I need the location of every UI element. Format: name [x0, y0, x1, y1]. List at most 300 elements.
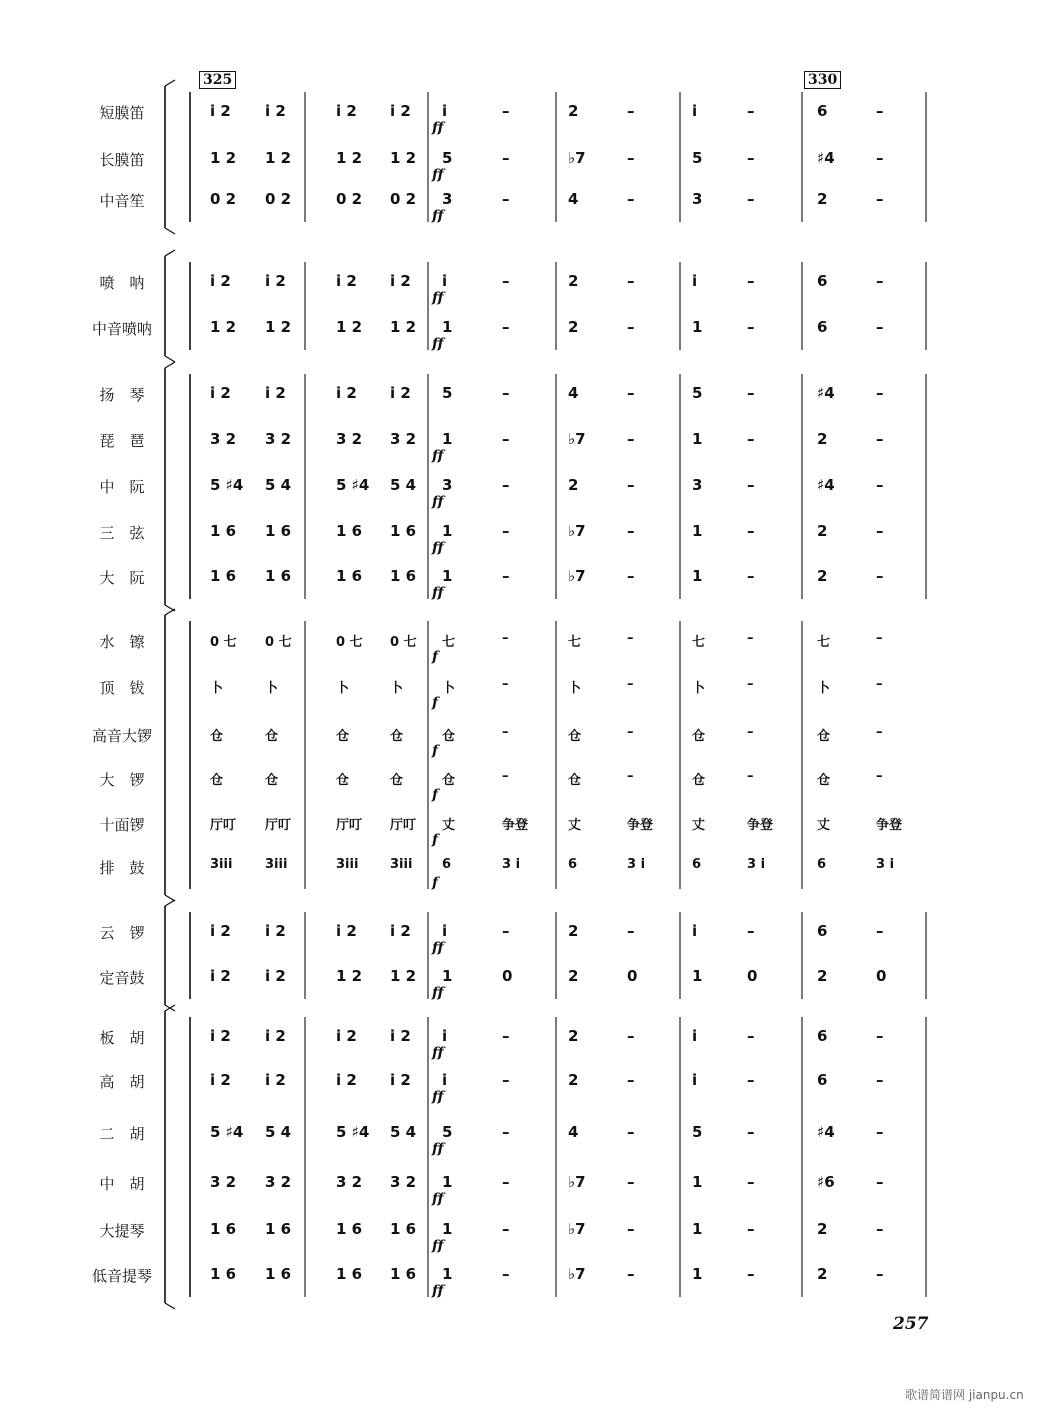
note-cell: – — [627, 1173, 635, 1191]
instrument-name: 中 阮 — [99, 478, 145, 496]
note-cell: 0 — [627, 967, 638, 985]
note-cell: – — [747, 384, 755, 402]
rehearsal-mark-325: 325 — [199, 71, 236, 89]
instrument-name: 中 胡 — [99, 1175, 145, 1193]
dynamic-marking: ff — [432, 585, 444, 601]
dynamic-marking: ff — [432, 1191, 444, 1207]
note-cell: 2 — [817, 522, 828, 540]
note-cell: i 2 — [265, 102, 286, 120]
note-cell: 卜 — [390, 681, 404, 696]
note-cell: 6 — [817, 1071, 828, 1089]
note-cell: 5 — [692, 1123, 703, 1141]
note-cell: i 2 — [336, 272, 357, 290]
instrument-name: 三 弦 — [99, 524, 145, 542]
note-cell: 0 2 — [265, 190, 292, 208]
note-cell: i 2 — [390, 272, 411, 290]
note-cell: – — [627, 1071, 635, 1089]
dynamic-marking: ff — [432, 167, 444, 183]
note-cell: 七 — [568, 635, 582, 650]
dynamic-marking: f — [432, 695, 439, 711]
note-cell: 厅叮 — [210, 818, 237, 833]
note-cell: – — [627, 190, 635, 208]
instrument-name: 琵 琶 — [99, 432, 145, 450]
note-cell: 2 — [568, 476, 579, 494]
note-cell: – — [627, 922, 635, 940]
note-cell: – — [502, 190, 510, 208]
note-cell: 1 6 — [210, 567, 237, 585]
note-cell: 仓 — [817, 729, 831, 744]
barline — [165, 356, 175, 362]
note-cell: ♯4 — [817, 476, 835, 494]
note-cell: 3 i — [747, 857, 766, 872]
note-cell: – — [747, 1071, 755, 1089]
barline — [165, 900, 175, 906]
note-cell: – — [876, 190, 884, 208]
note-cell: 丈 — [692, 818, 706, 833]
note-cell: i 2 — [336, 384, 357, 402]
note-cell: – — [627, 769, 634, 784]
note-cell: 2 — [568, 922, 579, 940]
note-cell: – — [876, 677, 883, 692]
note-cell: 1 2 — [390, 149, 417, 167]
note-cell: 争登 — [876, 818, 903, 833]
note-cell: 1 — [692, 430, 703, 448]
note-cell: 仓 — [210, 773, 224, 788]
instrument-name: 喷 呐 — [99, 274, 145, 292]
dynamic-marking: ff — [432, 940, 444, 956]
note-cell: i 2 — [265, 272, 286, 290]
note-cell: – — [747, 476, 755, 494]
note-cell: 争登 — [627, 818, 654, 833]
note-cell: – — [627, 384, 635, 402]
note-cell: 1 — [692, 567, 703, 585]
note-cell: – — [627, 631, 634, 646]
note-cell: – — [747, 1123, 755, 1141]
note-cell: 5 — [442, 1123, 453, 1141]
note-cell: i 2 — [390, 1071, 411, 1089]
note-cell: – — [747, 149, 755, 167]
dynamic-marking: f — [432, 743, 439, 759]
note-cell: 1 2 — [265, 149, 292, 167]
note-cell: 1 — [442, 1265, 453, 1283]
note-cell: 1 — [692, 318, 703, 336]
note-cell: – — [627, 430, 635, 448]
note-cell: – — [502, 769, 509, 784]
note-cell: 1 6 — [336, 567, 363, 585]
note-cell: 1 — [692, 1173, 703, 1191]
note-cell: 1 6 — [390, 522, 417, 540]
note-cell: 3 i — [876, 857, 895, 872]
note-cell: 3 — [442, 190, 453, 208]
note-cell: 厅叮 — [265, 818, 292, 833]
note-cell: 5 4 — [390, 476, 417, 494]
note-cell: 0 2 — [210, 190, 237, 208]
note-cell: 仓 — [390, 773, 404, 788]
note-cell: i 2 — [210, 1071, 231, 1089]
note-cell: – — [502, 384, 510, 402]
note-cell: 3 — [442, 476, 453, 494]
note-cell: – — [747, 631, 754, 646]
barline — [165, 250, 175, 256]
note-cell: – — [627, 102, 635, 120]
note-cell: i 2 — [210, 922, 231, 940]
dynamic-marking: ff — [432, 1141, 444, 1157]
note-cell: 七 — [817, 635, 831, 650]
note-cell: – — [747, 1220, 755, 1238]
note-cell: – — [502, 272, 510, 290]
note-cell: i 2 — [336, 102, 357, 120]
note-cell: – — [627, 272, 635, 290]
note-cell: 卜 — [442, 681, 456, 696]
note-cell: – — [747, 922, 755, 940]
note-cell: 仓 — [568, 773, 582, 788]
note-cell: 仓 — [442, 729, 456, 744]
note-cell: 1 2 — [390, 967, 417, 985]
note-cell: 3 i — [502, 857, 521, 872]
note-cell: 4 — [568, 1123, 579, 1141]
note-cell: 2 — [817, 967, 828, 985]
barline — [165, 362, 175, 368]
note-cell: 2 — [568, 102, 579, 120]
note-cell: 仓 — [568, 729, 582, 744]
dynamic-marking: ff — [432, 1089, 444, 1105]
note-cell: 1 — [442, 1173, 453, 1191]
rehearsal-mark-330: 330 — [804, 71, 841, 89]
note-cell: – — [876, 1027, 884, 1045]
note-cell: – — [502, 1173, 510, 1191]
note-cell: 0 — [747, 967, 758, 985]
note-cell: 七 — [692, 635, 706, 650]
dynamic-marking: ff — [432, 290, 444, 306]
note-cell: ♭7 — [568, 1265, 586, 1283]
note-cell: – — [747, 725, 754, 740]
note-cell: 1 6 — [265, 1220, 292, 1238]
note-cell: 仓 — [692, 773, 706, 788]
instrument-name: 低音提琴 — [91, 1267, 152, 1285]
note-cell: – — [747, 769, 754, 784]
note-cell: – — [502, 631, 509, 646]
note-cell: 3 2 — [210, 1173, 237, 1191]
instrument-name: 二 胡 — [99, 1125, 145, 1143]
note-cell: ♯4 — [817, 149, 835, 167]
note-cell: 6 — [817, 857, 827, 872]
note-cell: ♭7 — [568, 149, 586, 167]
note-cell: 3 — [692, 476, 703, 494]
note-cell: 争登 — [502, 818, 529, 833]
note-cell: – — [876, 272, 884, 290]
note-cell: – — [502, 318, 510, 336]
note-cell: – — [627, 318, 635, 336]
note-cell: i 2 — [265, 1027, 286, 1045]
note-cell: ♭7 — [568, 1173, 586, 1191]
note-cell: 6 — [692, 857, 702, 872]
note-cell: – — [627, 1265, 635, 1283]
page-number: 257 — [893, 1314, 929, 1334]
instrument-name: 扬 琴 — [99, 386, 145, 404]
dynamic-marking: ff — [432, 208, 444, 224]
instrument-name: 中音笙 — [99, 192, 145, 210]
note-cell: 2 — [568, 318, 579, 336]
note-cell: – — [502, 102, 510, 120]
note-cell: i — [442, 272, 448, 290]
instrument-name: 大提琴 — [99, 1222, 145, 1240]
instrument-name: 板 胡 — [99, 1029, 145, 1047]
note-cell: 争登 — [747, 818, 774, 833]
instrument-name: 排 鼓 — [99, 859, 145, 877]
note-cell: 6 — [817, 102, 828, 120]
barline — [165, 1303, 175, 1309]
note-cell: – — [747, 1027, 755, 1045]
note-cell: 2 — [568, 272, 579, 290]
note-cell: 1 — [692, 1265, 703, 1283]
note-cell: – — [747, 102, 755, 120]
note-cell: i — [442, 1027, 448, 1045]
note-cell: 2 — [817, 1265, 828, 1283]
note-cell: – — [747, 430, 755, 448]
note-cell: ♯4 — [817, 1123, 835, 1141]
note-cell: i — [442, 1071, 448, 1089]
note-cell: – — [876, 631, 883, 646]
note-cell: – — [502, 567, 510, 585]
note-cell: 3 2 — [265, 430, 292, 448]
dynamic-marking: f — [432, 832, 439, 848]
dynamic-marking: ff — [432, 336, 444, 352]
note-cell: 1 — [442, 318, 453, 336]
note-cell: i 2 — [265, 384, 286, 402]
note-cell: – — [627, 476, 635, 494]
note-cell: 5 4 — [265, 1123, 292, 1141]
note-cell: ♭7 — [568, 522, 586, 540]
note-cell: 0 七 — [210, 635, 237, 650]
note-cell: 6 — [817, 318, 828, 336]
note-cell: 2 — [817, 430, 828, 448]
note-cell: i 2 — [390, 102, 411, 120]
note-cell: – — [876, 922, 884, 940]
note-cell: 1 6 — [390, 1220, 417, 1238]
instrument-name: 十面锣 — [99, 816, 145, 834]
note-cell: – — [747, 522, 755, 540]
note-cell: 1 2 — [210, 149, 237, 167]
note-cell: 1 6 — [336, 522, 363, 540]
note-cell: – — [627, 1123, 635, 1141]
note-cell: – — [876, 567, 884, 585]
note-cell: 卜 — [336, 681, 350, 696]
note-cell: 仓 — [210, 729, 224, 744]
note-cell: 丈 — [568, 818, 582, 833]
note-cell: i 2 — [390, 384, 411, 402]
note-cell: 3 2 — [390, 430, 417, 448]
note-cell: i 2 — [336, 922, 357, 940]
note-cell: 5 4 — [265, 476, 292, 494]
note-cell: 七 — [442, 635, 456, 650]
note-cell: 5 ♯4 — [336, 476, 370, 494]
note-cell: – — [747, 190, 755, 208]
dynamic-marking: f — [432, 649, 439, 665]
note-cell: – — [627, 149, 635, 167]
note-cell: i 2 — [336, 1071, 357, 1089]
note-cell: 2 — [817, 567, 828, 585]
instrument-name: 大 锣 — [99, 771, 145, 789]
note-cell: – — [502, 1265, 510, 1283]
note-cell: 卜 — [210, 681, 224, 696]
note-cell: – — [876, 1071, 884, 1089]
note-cell: 5 4 — [390, 1123, 417, 1141]
note-cell: i — [692, 272, 698, 290]
note-cell: 5 — [692, 149, 703, 167]
note-cell: 3iii — [390, 857, 413, 872]
note-cell: – — [627, 567, 635, 585]
note-cell: 5 ♯4 — [210, 1123, 244, 1141]
note-cell: 3 2 — [336, 430, 363, 448]
note-cell: 3iii — [336, 857, 359, 872]
note-cell: 6 — [568, 857, 578, 872]
instrument-name: 云 锣 — [99, 924, 145, 942]
note-cell: – — [502, 522, 510, 540]
note-cell: 0 2 — [336, 190, 363, 208]
note-cell: 1 2 — [336, 967, 363, 985]
note-cell: – — [502, 1123, 510, 1141]
barline — [165, 895, 175, 901]
dynamic-marking: ff — [432, 1045, 444, 1061]
note-cell: – — [747, 567, 755, 585]
note-cell: 3 2 — [336, 1173, 363, 1191]
note-cell: – — [876, 1220, 884, 1238]
note-cell: 1 — [442, 967, 453, 985]
note-cell: i — [692, 922, 698, 940]
note-cell: 2 — [817, 190, 828, 208]
note-cell: – — [627, 1027, 635, 1045]
note-cell: 丈 — [442, 818, 456, 833]
barline — [165, 228, 175, 234]
watermark: 歌谱简谱网 jianpu.cn — [905, 1388, 1024, 1402]
note-cell: 1 6 — [210, 522, 237, 540]
note-cell: i 2 — [265, 967, 286, 985]
note-cell: – — [747, 677, 754, 692]
dynamic-marking: f — [432, 875, 439, 891]
instrument-name: 长膜笛 — [99, 151, 145, 169]
note-cell: – — [876, 522, 884, 540]
note-cell: 1 — [692, 522, 703, 540]
instrument-name: 高音大锣 — [91, 727, 152, 745]
note-cell: – — [502, 1220, 510, 1238]
note-cell: 3 — [692, 190, 703, 208]
note-cell: 3iii — [210, 857, 233, 872]
note-cell: 厅叮 — [390, 818, 417, 833]
note-cell: – — [747, 1173, 755, 1191]
note-cell: i 2 — [390, 922, 411, 940]
note-cell: 1 6 — [336, 1265, 363, 1283]
note-cell: 0 — [502, 967, 513, 985]
barline — [165, 80, 175, 86]
note-cell: 2 — [568, 967, 579, 985]
note-cell: 1 2 — [336, 318, 363, 336]
note-cell: – — [502, 430, 510, 448]
note-cell: – — [747, 272, 755, 290]
note-cell: i 2 — [390, 1027, 411, 1045]
note-cell: – — [876, 1123, 884, 1141]
note-cell: 4 — [568, 190, 579, 208]
note-cell: 仓 — [336, 729, 350, 744]
note-cell: – — [627, 725, 634, 740]
note-cell: 5 ♯4 — [336, 1123, 370, 1141]
note-cell: 卜 — [817, 681, 831, 696]
note-cell: 0 七 — [265, 635, 292, 650]
note-cell: i 2 — [210, 1027, 231, 1045]
note-cell: – — [876, 476, 884, 494]
note-cell: – — [876, 1265, 884, 1283]
note-cell: 1 6 — [390, 567, 417, 585]
note-cell: 6 — [817, 272, 828, 290]
note-cell: 3iii — [265, 857, 288, 872]
note-cell: 5 — [692, 384, 703, 402]
note-cell: 5 — [442, 384, 453, 402]
note-cell: 6 — [817, 1027, 828, 1045]
note-cell: 0 七 — [336, 635, 363, 650]
note-cell: 1 6 — [265, 1265, 292, 1283]
dynamic-marking: ff — [432, 985, 444, 1001]
note-cell: 1 6 — [390, 1265, 417, 1283]
note-cell: – — [876, 102, 884, 120]
note-cell: 1 6 — [265, 567, 292, 585]
note-cell: i 2 — [210, 967, 231, 985]
note-cell: 1 — [442, 1220, 453, 1238]
note-cell: 3 i — [627, 857, 646, 872]
note-cell: – — [502, 922, 510, 940]
note-cell: – — [876, 769, 883, 784]
note-cell: 1 6 — [210, 1220, 237, 1238]
note-cell: 仓 — [442, 773, 456, 788]
note-cell: 0 七 — [390, 635, 417, 650]
note-cell: 5 ♯4 — [210, 476, 244, 494]
note-cell: – — [502, 677, 509, 692]
note-cell: 1 2 — [210, 318, 237, 336]
instrument-name: 中音喷呐 — [91, 320, 152, 338]
note-cell: ♭7 — [568, 567, 586, 585]
note-cell: 3 2 — [265, 1173, 292, 1191]
note-cell: 仓 — [265, 729, 279, 744]
dynamic-marking: ff — [432, 1238, 444, 1254]
note-cell: 厅叮 — [336, 818, 363, 833]
note-cell: i — [692, 102, 698, 120]
note-cell: 1 — [442, 567, 453, 585]
note-cell: – — [627, 677, 634, 692]
instrument-name: 定音鼓 — [99, 969, 145, 987]
note-cell: 1 6 — [336, 1220, 363, 1238]
instrument-name: 高 胡 — [99, 1073, 145, 1091]
note-cell: 3 2 — [210, 430, 237, 448]
note-cell: 1 — [442, 522, 453, 540]
note-cell: 卜 — [265, 681, 279, 696]
note-cell: 3 2 — [390, 1173, 417, 1191]
note-cell: 卜 — [692, 681, 706, 696]
dynamic-marking: ff — [432, 120, 444, 136]
note-cell: 仓 — [265, 773, 279, 788]
instrument-name: 大 阮 — [99, 569, 145, 587]
note-cell: i — [442, 102, 448, 120]
note-cell: ♯6 — [817, 1173, 835, 1191]
note-cell: – — [627, 1220, 635, 1238]
instrument-name: 顶 钹 — [99, 679, 145, 697]
note-cell: 1 6 — [210, 1265, 237, 1283]
note-cell: i 2 — [265, 922, 286, 940]
dynamic-marking: ff — [432, 1283, 444, 1299]
note-cell: – — [747, 318, 755, 336]
note-cell: – — [502, 149, 510, 167]
note-cell: 仓 — [390, 729, 404, 744]
note-cell: 2 — [568, 1027, 579, 1045]
note-cell: 1 — [692, 1220, 703, 1238]
note-cell: 1 2 — [265, 318, 292, 336]
